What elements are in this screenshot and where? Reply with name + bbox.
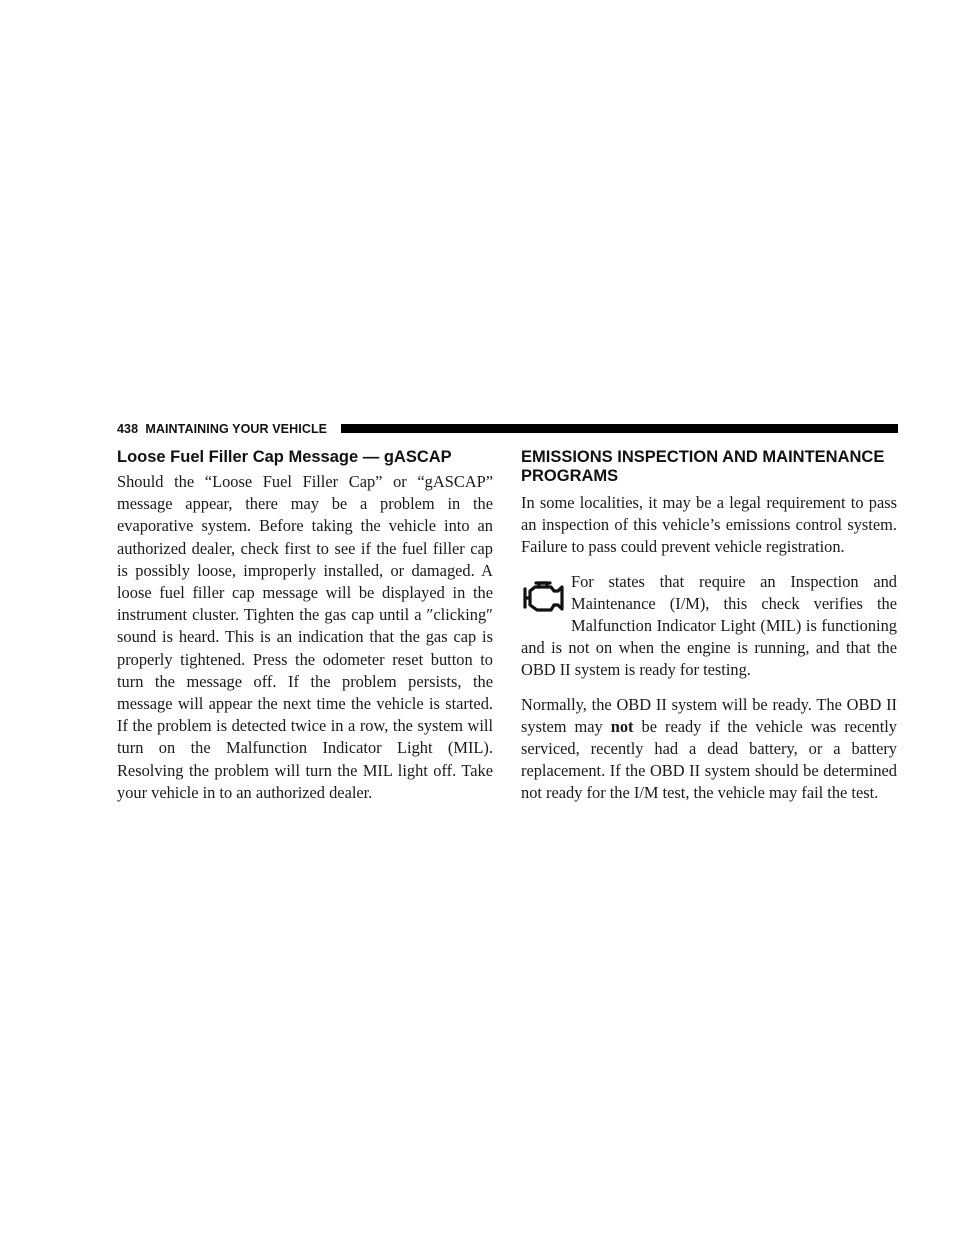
section-title: MAINTAINING YOUR VEHICLE (145, 422, 328, 436)
page-header-text (117, 418, 327, 440)
right-column (521, 448, 897, 817)
page-header (117, 418, 898, 440)
header-rule (341, 424, 898, 433)
loose-fuel-cap-body: Should the “Loose Fuel Filler Cap” or “gASCAP” message appear, there may be a problem in the evaporative system. Before taking the vehicle into an authorized dealer, check first to see if the fuel filler cap is possibly loose, improperly installed, or damaged. A loose fuel filler cap message will be displayed in the instrument cluster. Tighten the gas cap until a ″clicking″ sound is heard. This is an indication that the gas cap is properly tightened. Press the odometer reset button to turn the message off. If the problem persists, the message will appear the next time the vehicle is started. If the problem is detected twice in a row, the system will turn on the Malfunction Indicator Light (MIL). Resolving the problem will turn the MIL light off. Take your vehicle in to an authorized dealer. (117, 472, 493, 802)
page-number: 438 (117, 422, 139, 436)
mil-paragraph: For states that require an Inspection and Maintenance (I/M), this check verifies the Malfunction Indicator Light (MIL) is functioning and is not on when the engine is running, and that the OBD II system is ready for testing. (521, 571, 897, 680)
obd-text-after: be ready if the vehicle was recently serviced, recently had a dead battery, or a battery replacement. If the OBD II system should be determined not ready for the I/M test, the vehicle may fail the test. (521, 716, 897, 803)
obd-text-before: Normally, the OBD II system will be ready. The OBD II system may (521, 694, 897, 736)
loose-fuel-cap-heading: Loose Fuel Filler Cap Message — gASCAP (117, 448, 452, 466)
emissions-heading: EMISSIONS INSPECTION AND MAINTENANCE PROGRAMS (521, 448, 885, 485)
obd-ready-paragraph (521, 694, 897, 805)
engine-check-icon (521, 577, 569, 637)
left-column (117, 448, 493, 804)
mil-paragraph-block (521, 571, 897, 682)
obd-bold-not: not (610, 716, 634, 736)
emissions-intro-paragraph: In some localities, it may be a legal requirement to pass an inspection of this vehicle’s emissions control system. Failure to pass could prevent vehicle registration. (521, 493, 897, 557)
